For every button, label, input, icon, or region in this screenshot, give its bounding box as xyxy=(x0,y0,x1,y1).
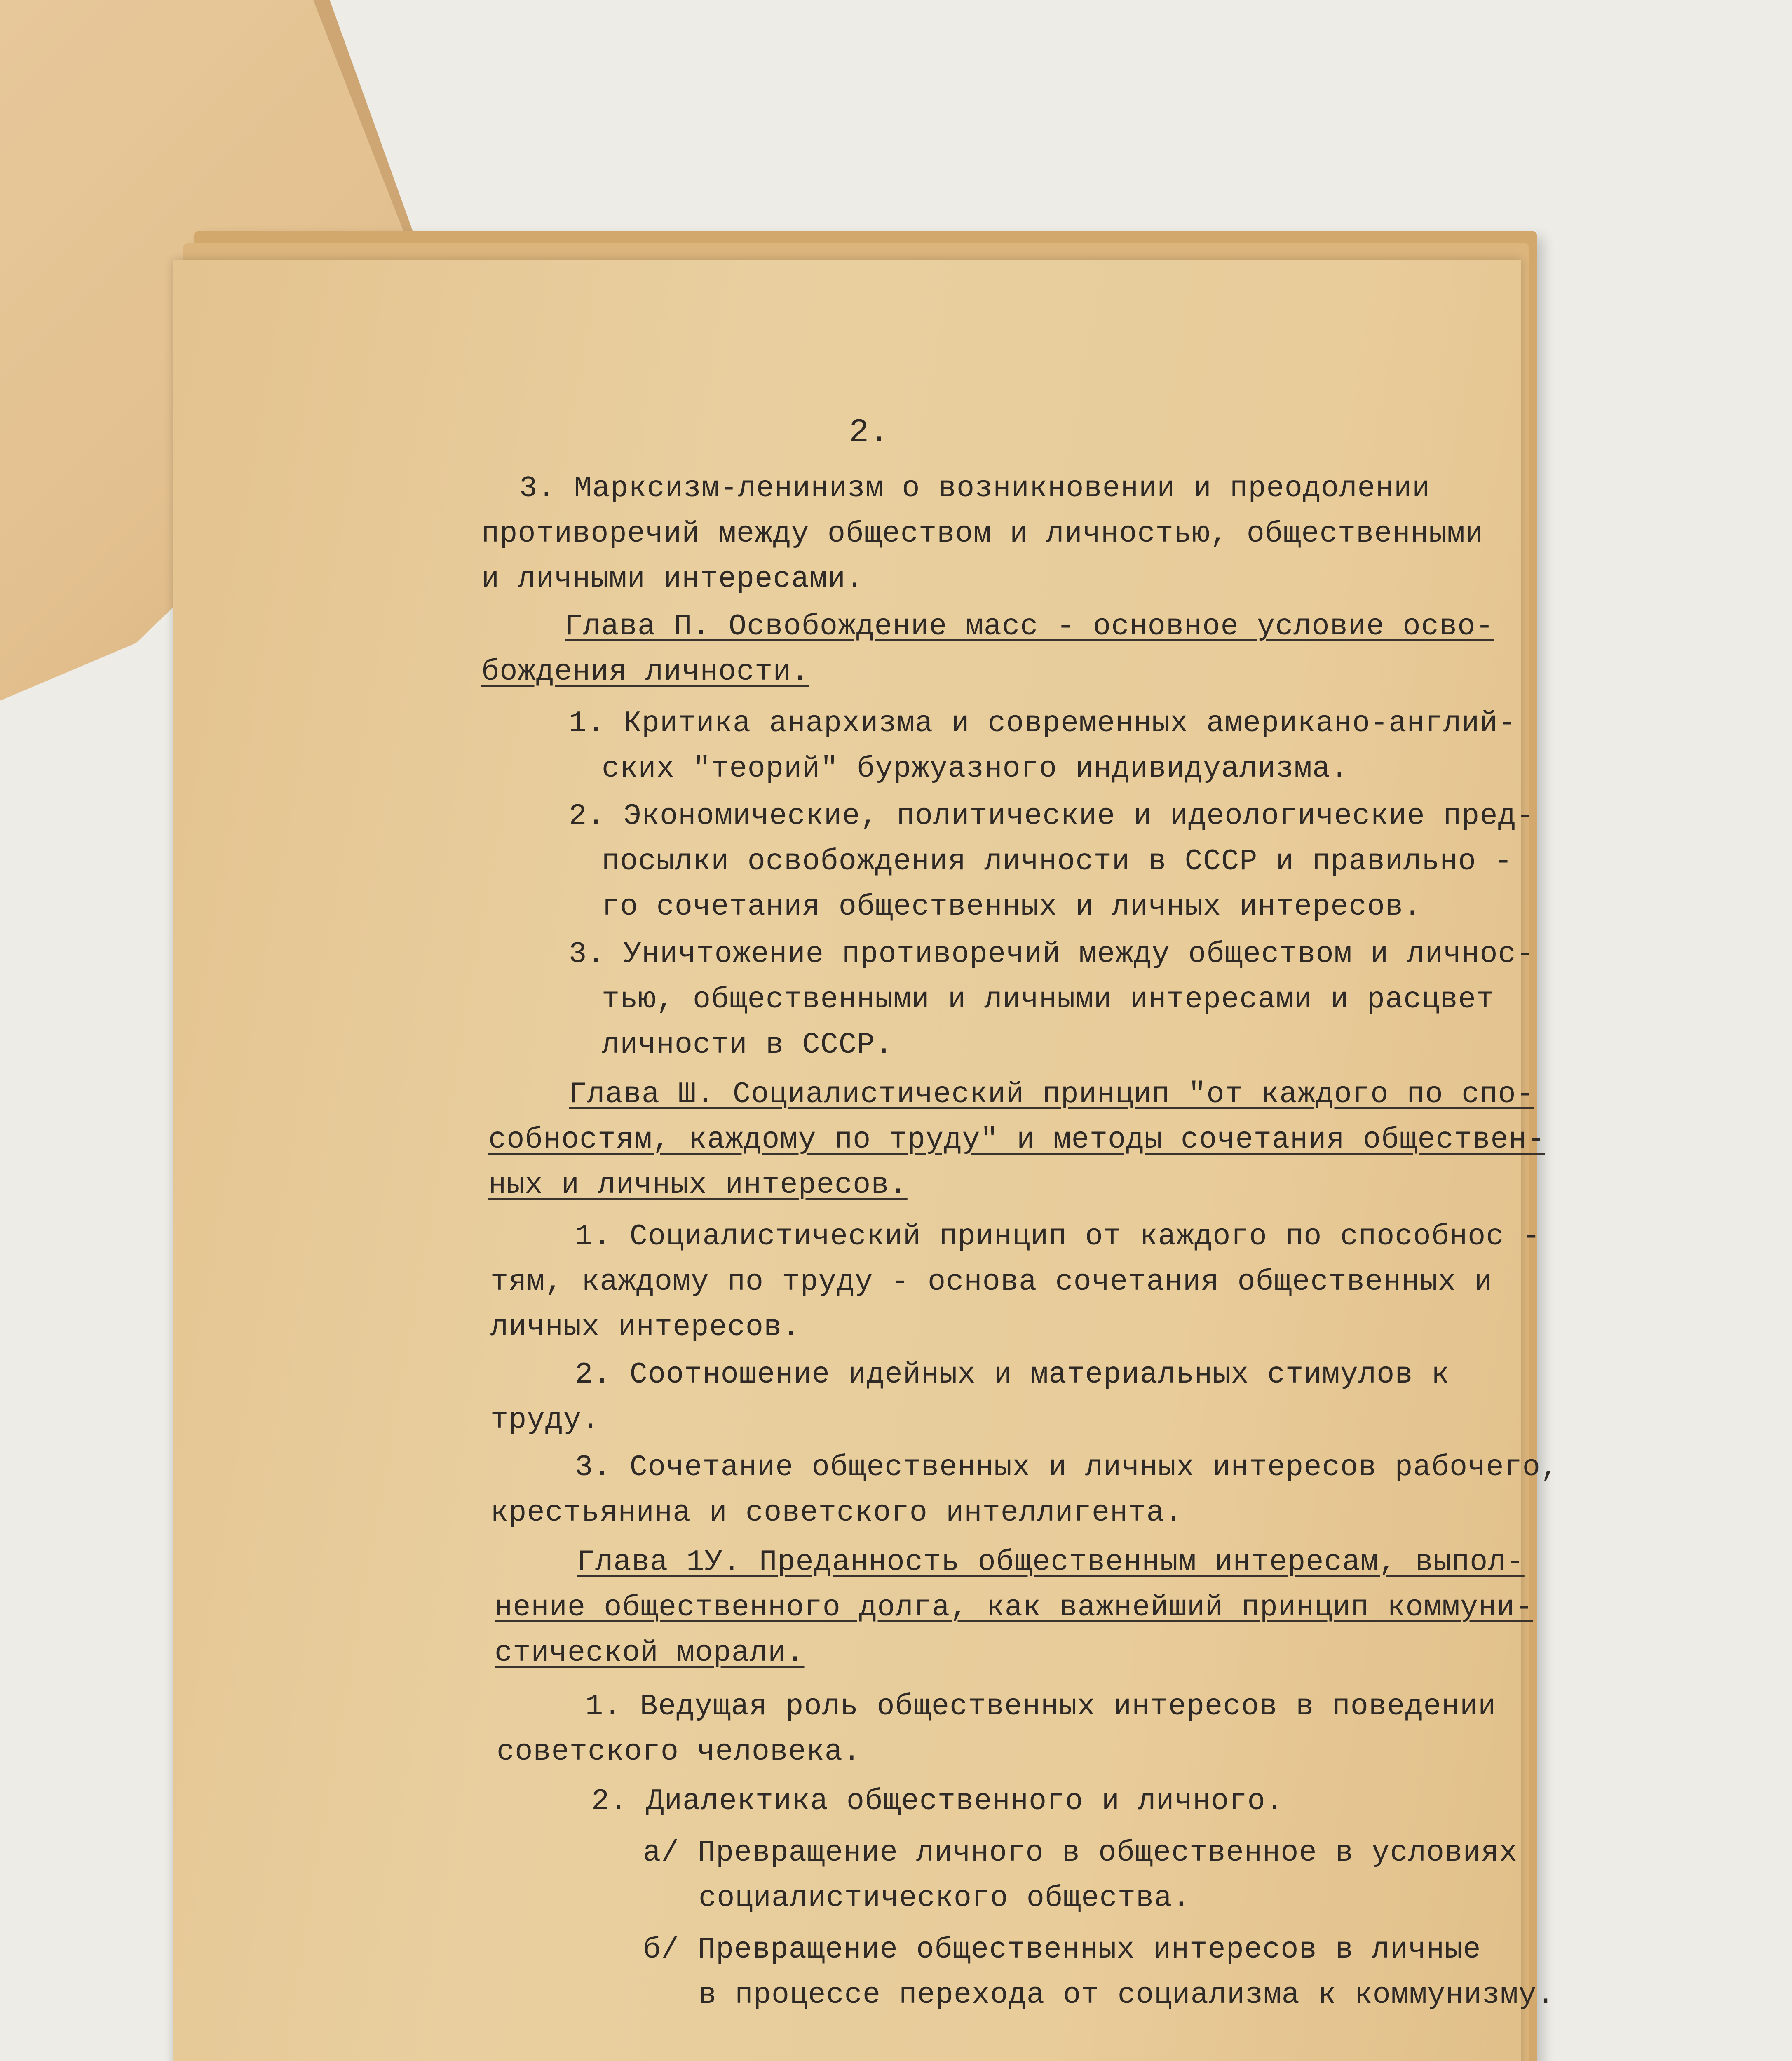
line-20: 2. Соотношение идейных и материальных стимулов к xyxy=(575,1358,1450,1392)
chapter-3-heading-line-1: Глава Ш. Социалистический принцип "от каждого по спо- xyxy=(569,1077,1534,1111)
line-30: а/ Превращение личного в общественное в условиях xyxy=(643,1836,1518,1870)
chapter-4-heading-line-3: стической морали. xyxy=(495,1636,805,1670)
line-3: и личными интересами. xyxy=(481,562,864,596)
line-27: 1. Ведущая роль общественных интересов в поведении xyxy=(585,1690,1496,1723)
line-19: личных интересов. xyxy=(490,1310,800,1344)
line-11: 3. Уничтожение противоречий между обществом и личнос- xyxy=(569,937,1534,971)
chapter-2-heading-line-2: бождения личности. xyxy=(481,655,809,689)
page-number: 2. xyxy=(849,414,890,451)
typewritten-page xyxy=(173,260,1559,2061)
line-12: тью, общественными и личными интересами и расцвет xyxy=(602,983,1495,1016)
chapter-3-heading-line-3: ных и личных интересов. xyxy=(488,1168,908,1202)
line-33: в процессе перехода от социализма к коммунизму. xyxy=(699,1978,1555,2012)
line-22: 3. Сочетание общественных и личных интересов рабочего, xyxy=(575,1451,1559,1484)
line-1: 3. Марксизм-ленинизм о возникновении и преодолении xyxy=(519,472,1431,505)
chapter-2-heading-line-1: Глава П. Освобождение масс - основное условие осво- xyxy=(565,610,1494,643)
line-31: социалистического общества. xyxy=(699,1881,1191,1915)
line-8: 2. Экономические, политические и идеологические пред- xyxy=(569,799,1534,833)
line-29: 2. Диалектика общественного и личного. xyxy=(591,1784,1284,1818)
line-17: 1. Социалистический принцип от каждого по способнос - xyxy=(575,1220,1541,1254)
line-32: б/ Превращение общественных интересов в личные xyxy=(643,1933,1481,1967)
line-28: советского человека. xyxy=(497,1735,861,1769)
line-7: ских "теорий" буржуазного индивидуализма. xyxy=(602,752,1349,786)
chapter-3-heading-line-2: собностям, каждому по труду" и методы сочетания обществен- xyxy=(488,1123,1546,1157)
line-18: тям, каждому по труду - основа сочетания общественных и xyxy=(490,1265,1493,1299)
line-9: посылки освобождения личности в СССР и правильно - xyxy=(602,845,1513,878)
chapter-4-heading-line-2: нение общественного долга, как важнейший принцип коммуни- xyxy=(495,1591,1533,1624)
line-2: противоречий между обществом и личностью, общественными xyxy=(481,517,1484,551)
line-23: крестьянина и советского интеллигента. xyxy=(490,1496,1183,1530)
line-13: личности в СССР. xyxy=(602,1028,894,1062)
line-10: го сочетания общественных и личных интересов. xyxy=(602,890,1422,924)
line-6: 1. Критика анархизма и современных американо-англий- xyxy=(569,707,1516,740)
chapter-4-heading-line-1: Глава 1У. Преданность общественным интересам, выпол- xyxy=(577,1545,1525,1579)
line-21: труду. xyxy=(490,1403,600,1437)
